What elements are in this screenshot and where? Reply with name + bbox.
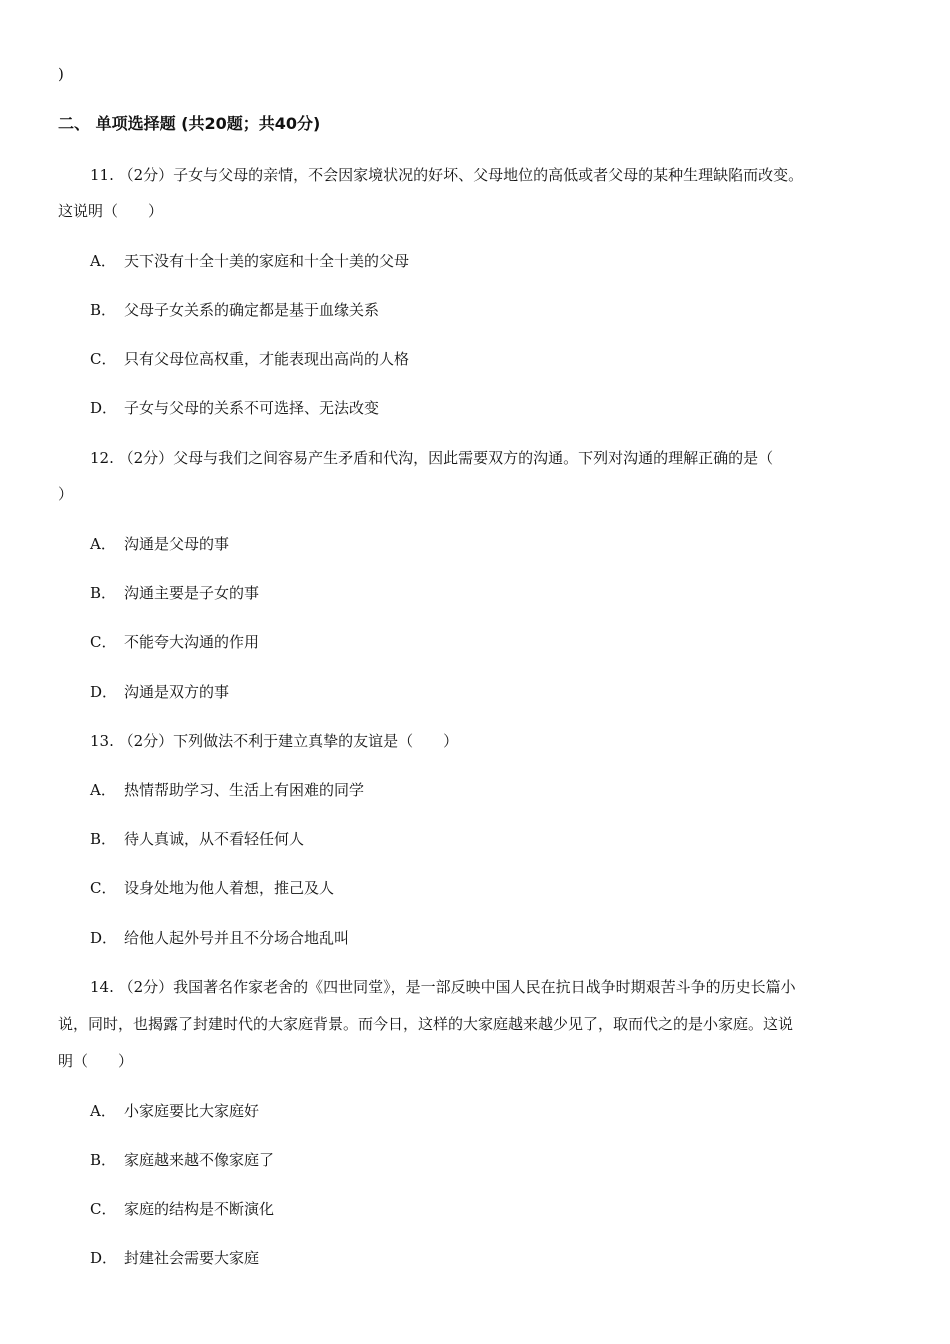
option-letter: D． <box>90 683 118 701</box>
section-heading: 二、 单项选择题 (共20题；共40分) <box>58 114 321 133</box>
option-letter: B． <box>90 584 117 602</box>
option-b[interactable] <box>90 583 259 603</box>
option-text: 设身处地为他人着想，推己及人 <box>124 879 335 897</box>
option-c[interactable] <box>90 632 259 652</box>
question-stem-continued: 这说明（ ） <box>58 202 164 220</box>
option-a[interactable] <box>90 1101 259 1121</box>
option-d[interactable] <box>90 398 379 418</box>
option-letter: B． <box>90 301 117 319</box>
option-letter: C． <box>90 879 117 897</box>
option-letter: A． <box>90 252 116 270</box>
option-letter: D． <box>90 399 118 417</box>
option-letter: A． <box>90 1102 116 1120</box>
option-text: 待人真诚，从不看轻任何人 <box>124 830 305 848</box>
option-c[interactable] <box>90 1199 274 1219</box>
option-c[interactable] <box>90 878 334 898</box>
option-letter: A． <box>90 781 116 799</box>
option-d[interactable] <box>90 928 349 948</box>
option-letter: C． <box>90 350 117 368</box>
option-b[interactable] <box>90 300 379 320</box>
option-text: 子女与父母的关系不可选择、无法改变 <box>124 399 380 417</box>
option-text: 父母子女关系的确定都是基于血缘关系 <box>124 301 380 319</box>
option-text: 天下没有十全十美的家庭和十全十美的父母 <box>124 252 410 270</box>
option-text: 家庭越来越不像家庭了 <box>124 1151 275 1169</box>
option-text: 不能夸大沟通的作用 <box>124 633 260 651</box>
continuation-fragment: ) <box>58 65 64 83</box>
question-stem-continued: 说，同时，也揭露了封建时代的大家庭背景。而今日，这样的大家庭越来越少见了，取而代之的是小家庭。这说 <box>58 1015 794 1033</box>
question-stem: 14. （2分）我国著名作家老舍的《四世同堂》，是一部反映中国人民在抗日战争时期艰苦斗争的历史长篇小 <box>90 978 796 996</box>
option-letter: C． <box>90 633 117 651</box>
option-text: 热情帮助学习、生活上有困难的同学 <box>124 781 365 799</box>
option-b[interactable] <box>90 1150 274 1170</box>
question-stem: 13. （2分）下列做法不利于建立真挚的友谊是（ ） <box>90 732 459 750</box>
option-letter: D． <box>90 929 118 947</box>
question-stem-continued: ） <box>58 485 74 503</box>
option-d[interactable] <box>90 682 229 702</box>
question-stem-continued: 明（ ） <box>58 1052 134 1070</box>
option-a[interactable] <box>90 251 409 271</box>
question-stem: 11. （2分）子女与父母的亲情，不会因家境状况的好坏、父母地位的高低或者父母的某种生理缺陷而改变。 <box>90 166 804 184</box>
option-c[interactable] <box>90 349 409 369</box>
option-d[interactable] <box>90 1248 259 1268</box>
option-letter: B． <box>90 1151 117 1169</box>
option-letter: C． <box>90 1200 117 1218</box>
option-text: 沟通是父母的事 <box>124 535 230 553</box>
question-stem: 12. （2分）父母与我们之间容易产生矛盾和代沟，因此需要双方的沟通。下列对沟通的理解正确的是（ <box>90 449 774 467</box>
option-text: 封建社会需要大家庭 <box>124 1249 260 1267</box>
option-a[interactable] <box>90 534 229 554</box>
option-text: 给他人起外号并且不分场合地乱叫 <box>124 929 350 947</box>
option-text: 沟通主要是子女的事 <box>124 584 260 602</box>
option-text: 沟通是双方的事 <box>124 683 230 701</box>
option-a[interactable] <box>90 780 364 800</box>
option-text: 家庭的结构是不断演化 <box>124 1200 275 1218</box>
option-b[interactable] <box>90 829 304 849</box>
option-letter: A． <box>90 535 116 553</box>
option-text: 小家庭要比大家庭好 <box>124 1102 260 1120</box>
option-letter: B． <box>90 830 117 848</box>
option-text: 只有父母位高权重，才能表现出高尚的人格 <box>124 350 410 368</box>
option-letter: D． <box>90 1249 118 1267</box>
